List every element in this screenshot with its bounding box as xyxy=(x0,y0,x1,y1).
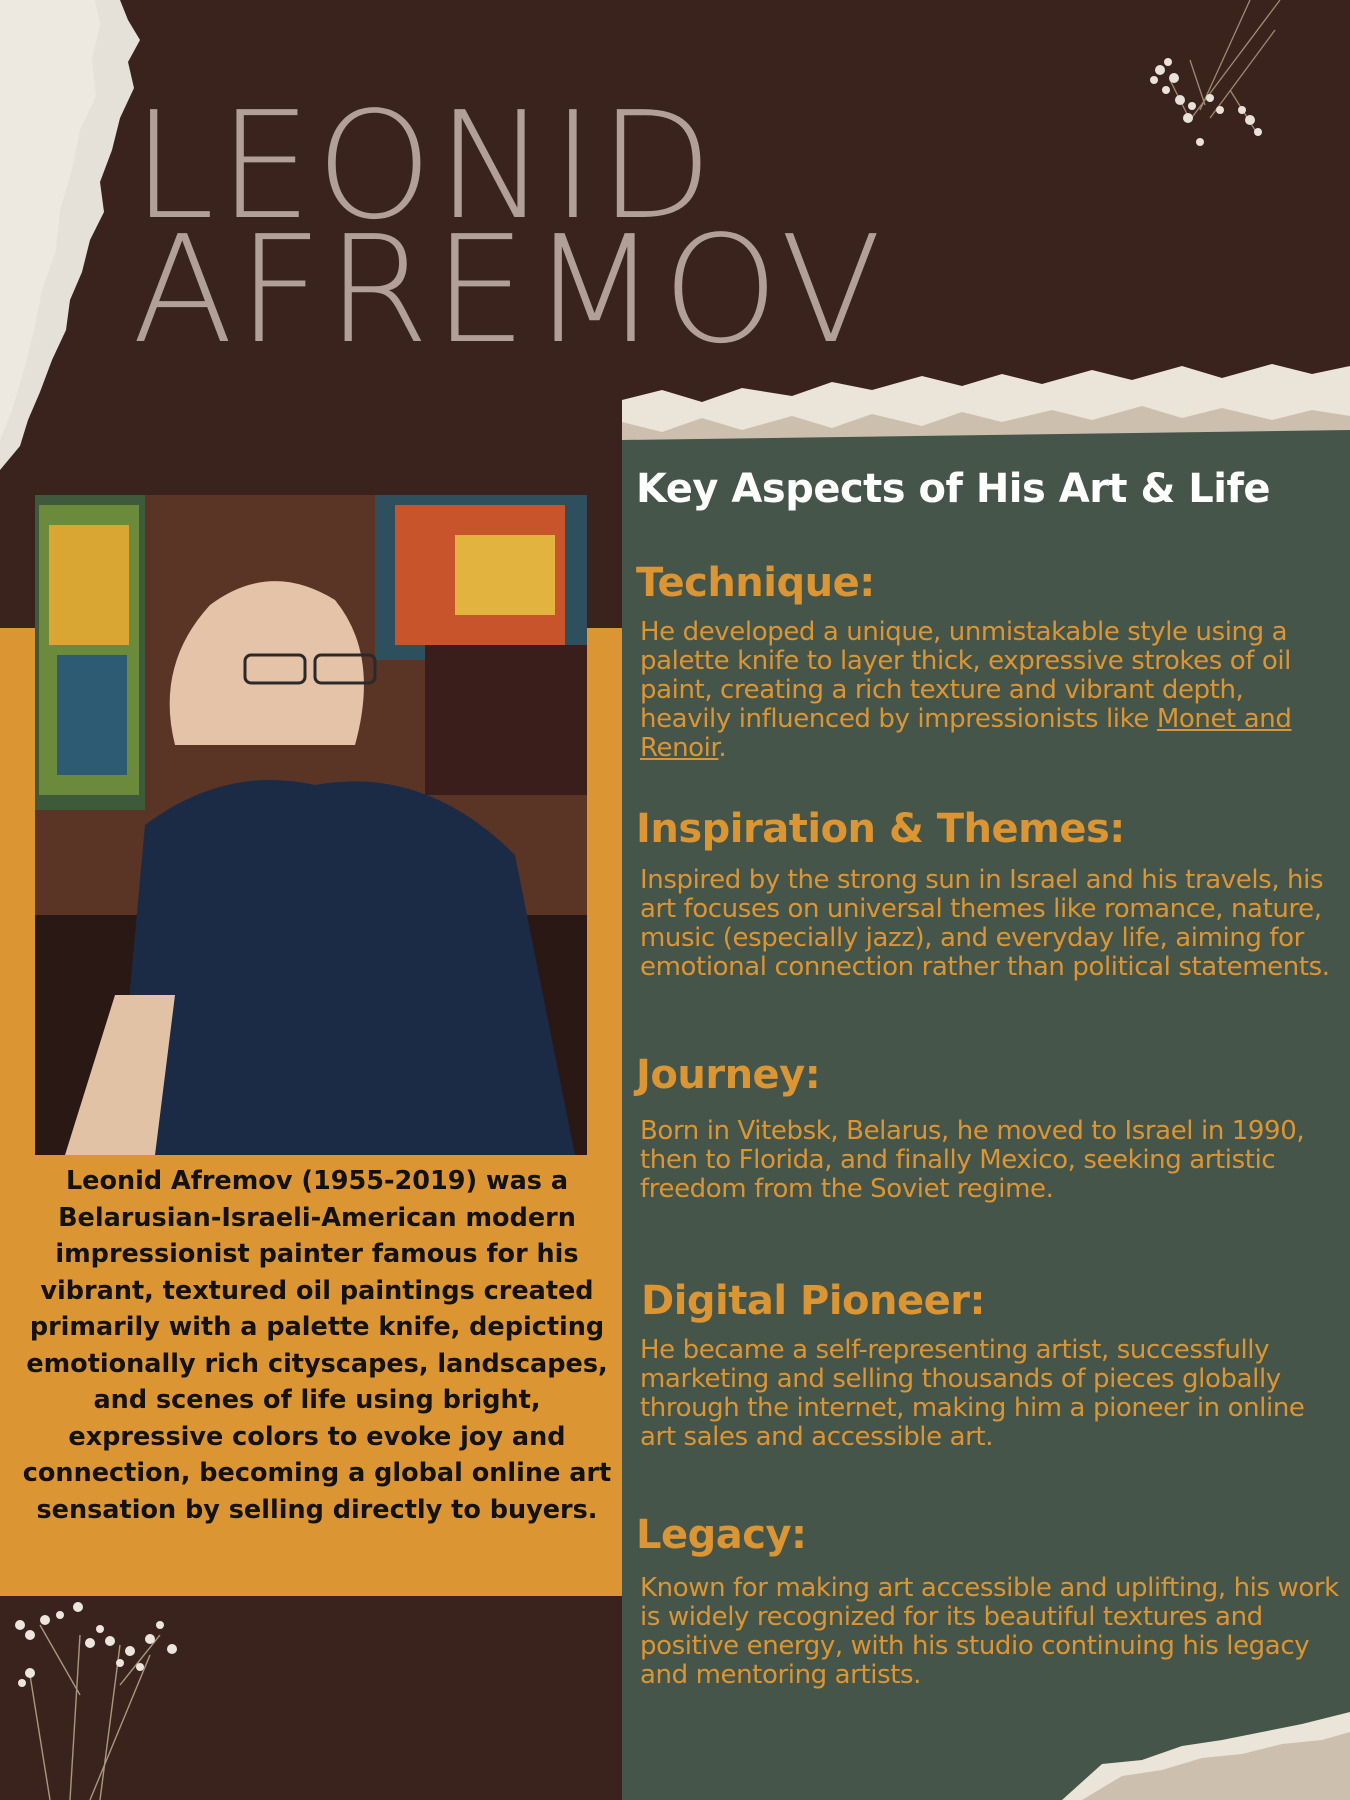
journey-text: Born in Vitebsk, Belarus, he moved to Israel in 1990, then to Florida, and finally Mexico, seeking artistic freedom from the Soviet regime. xyxy=(640,1116,1305,1204)
digital-pioneer-heading: Digital Pioneer: xyxy=(641,1278,985,1324)
inspiration-text: Inspired by the strong sun in Israel and his travels, his art focuses on universal themes like romance, nature, music (especially jazz), and everyday life, aiming for emotional connection rather than political statements. xyxy=(640,865,1330,982)
journey-heading: Journey: xyxy=(636,1052,821,1098)
portrait-photo xyxy=(35,495,587,1155)
legacy-text: Known for making art accessible and uplifting, his work is widely recognized for its beautiful textures and positive energy, with his studio continuing his legacy and mentoring artists. xyxy=(640,1573,1339,1690)
bio-text: Leonid Afremov (1955-2019) was a Belarusian-Israeli-American modern impressionist painter famous for his vibrant, textured oil paintings created primarily with a palette knife, depicting emotionally rich cityscapes, landscapes, and scenes of life using bright, expressive colors to evoke joy and connection, becoming a global online art sensation by selling directly to buyers. xyxy=(22,1166,612,1525)
technique-text-part: He developed a unique, unmistakable style using a palette knife to layer thick, expressive strokes of oil paint, creating a rich texture and vibrant depth, heavily influenced by impressionists like xyxy=(640,617,1292,734)
monet-renoir-link[interactable]: Monet and Renoir xyxy=(640,704,1292,763)
legacy-heading: Legacy: xyxy=(636,1512,807,1558)
title-first-name: LEONID xyxy=(132,80,717,252)
dried-flowers-icon xyxy=(0,1595,190,1800)
digital-pioneer-text: He became a self-representing artist, successfully marketing and selling thousands of pieces globally through the internet, making him a pioneer in online art sales and accessible art. xyxy=(640,1335,1305,1452)
key-aspects-heading: Key Aspects of His Art & Life xyxy=(636,466,1271,512)
technique-heading: Technique: xyxy=(636,560,875,606)
technique-text xyxy=(640,618,1340,763)
title-last-name: AFREMOV xyxy=(132,204,886,376)
technique-text-end: . xyxy=(718,733,727,763)
dried-flowers-icon xyxy=(1130,0,1290,160)
inspiration-heading: Inspiration & Themes: xyxy=(636,806,1125,852)
